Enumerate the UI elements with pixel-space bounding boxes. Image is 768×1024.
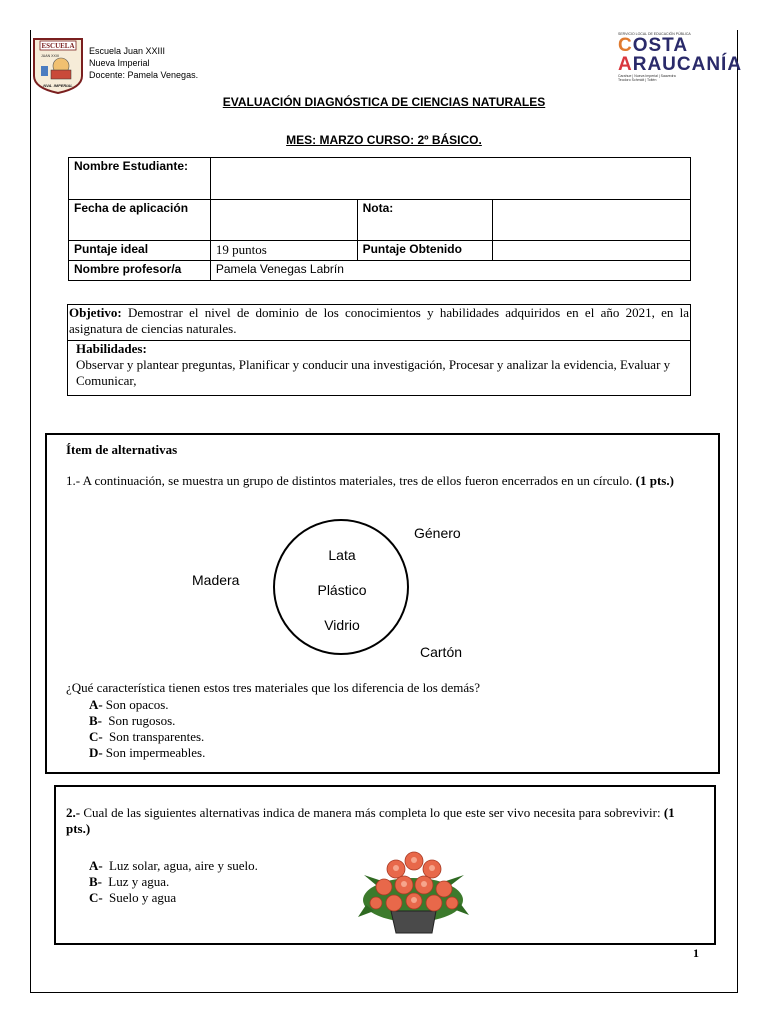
brand-logo [618,32,743,92]
material-plastico: Plástico [317,582,367,598]
grade-field[interactable] [493,200,691,241]
brand-service-text: SERVICIO LOCAL DE EDUCACIÓN PÚBLICA [618,32,691,36]
material-vidrio: Vidrio [324,617,360,633]
logo-text-top: ESCUELA [41,42,75,50]
student-name-field[interactable] [210,158,690,200]
skills-label: Habilidades: [76,341,147,356]
obtained-score-label: Puntaje Obtenido [357,241,493,261]
option-c[interactable]: C- Son transparentes. [89,729,205,744]
school-town: Nueva Imperial [89,58,150,68]
ideal-score-value: 19 puntos [210,241,357,261]
section-title: Ítem de alternativas [66,442,178,457]
ideal-score-label: Puntaje ideal [69,241,211,261]
option-d[interactable]: D- Son impermeables. [89,745,206,760]
material-genero: Género [414,525,461,541]
objective-box [67,304,691,396]
option-b[interactable]: B- Son rugosos. [89,713,176,728]
school-info [89,45,198,81]
material-lata: Lata [328,547,356,563]
teacher-name-value: Pamela Venegas Labrín [210,261,690,281]
logo-text-mid: JUAN XXIII [41,54,59,58]
skills-text: Observar y plantear preguntas, Planificar y conducir una investigación, Procesar y analizar la evidencia, Evaluar y Comunicar, [76,357,671,388]
question-1-text: 1.- A continuación, se muestra un grupo de distintos materiales, tres de ellos fueron encerrados en un círculo. (1 pts.) [66,473,674,488]
question-1-prompt: ¿Qué característica tienen estos tres materiales que los diferencia de los demás? [66,680,481,695]
question-1-options [59,697,389,761]
grade-label: Nota: [357,200,493,241]
obtained-score-field[interactable] [493,241,691,261]
sub-title: MES: MARZO CURSO: 2º BÁSICO. [286,133,482,147]
question-2-box [54,785,716,945]
material-madera: Madera [192,572,240,588]
student-info-table [68,157,691,281]
main-title: EVALUACIÓN DIAGNÓSTICA DE CIENCIAS NATURALES [222,95,546,109]
page-number: 1 [693,946,699,960]
question-2-text: 2.- Cual de las siguientes alternativas indica de manera más completa lo que este ser vivo necesita para sobrevivir: (1 pts.) [66,805,675,836]
question-1-box [45,433,720,774]
date-label: Fecha de aplicación [69,200,211,241]
option-c[interactable]: C- Suelo y agua [89,890,177,905]
teacher-header: Docente: Pamela Venegas. [89,70,199,80]
question-2-options [59,858,369,906]
brand-line-1: COSTA [618,35,689,56]
option-a[interactable]: A- Son opacos. [89,697,169,712]
objective-text: Objetivo: Demostrar el nivel de dominio de los conocimientos y habilidades adquiridos en el año 2021, en la asignatura de ciencias naturales. [68,305,690,341]
brand-tagline-2: Teodoro Schmidt | Toltén [618,78,657,82]
school-name: Escuela Juan XXIII [89,46,166,56]
option-b[interactable]: B- Luz y agua. [89,874,170,889]
brand-line-2: ARAUCANÍA [618,54,743,75]
brand-tagline-1: Carahue | Nueva Imperial | Saavedra [618,74,676,78]
option-a[interactable]: A- Luz solar, agua, aire y suelo. [89,858,258,873]
date-field[interactable] [210,200,357,241]
student-name-label: Nombre Estudiante: [69,158,211,200]
teacher-name-label: Nombre profesor/a [69,261,211,281]
flower-pot-illustration [356,845,471,940]
material-carton: Cartón [420,644,463,660]
logo-text-bottom: NVA. IMPERIAL [43,83,73,88]
school-logo [31,36,85,94]
skills-section [68,341,690,395]
